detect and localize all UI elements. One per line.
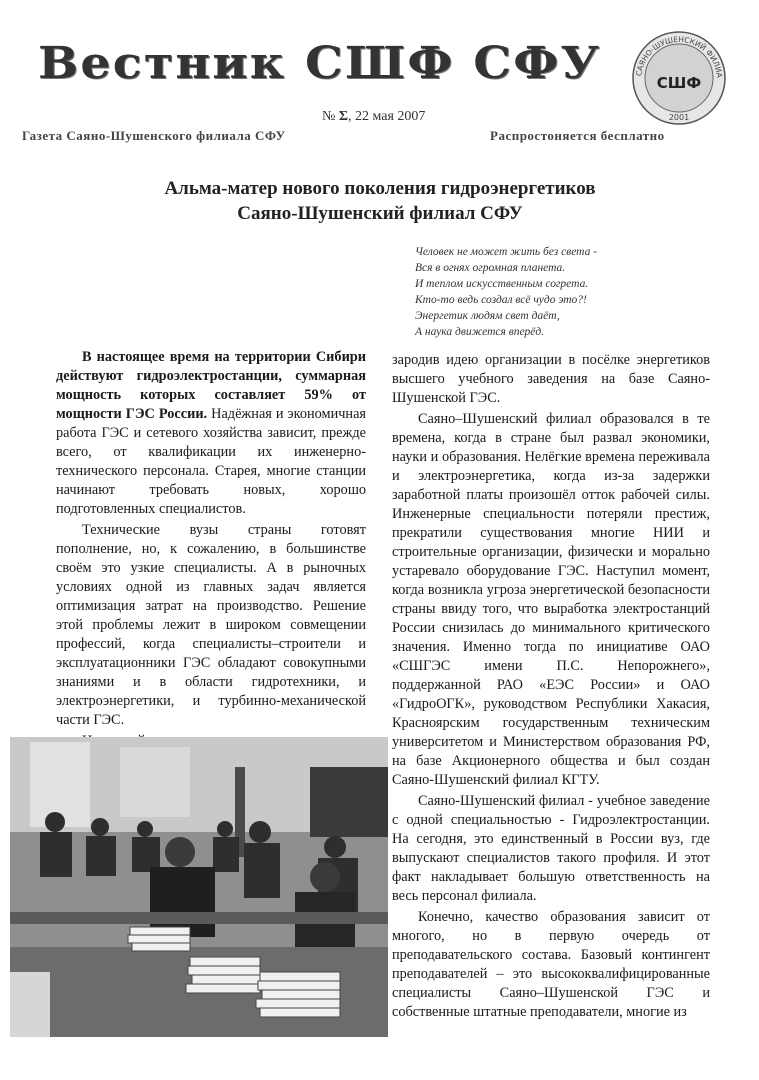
- article-paragraph: Саяно–Шушенский филиал образовался в те времена, когда в стране был развал экономики, науки и образования. Нелёгкие времена переживала и электроэнергетика, когда из-за задержки заработной платы произошёл отток рабочей силы. Инженерные специальности потеряли престиж, прекратили существования многие НИИ и строительные организации, физически и морально устаревало оборудование ГЭС. Наступил момент, когда возникла угроза энергетической безопасности страны ввиду того, что выработка электростанций России снизилась до минимального критического значения. Именно тогда по инициативе ОАО «СШГЭС имени П.С. Непорожнего», поддержанной РАО «ЕЭС России» и ОАО «ГидроОГК», руководством Республики Хакасия, Красноярским государственным техническим университетом и Министерством образования РФ, на базе Акционерного общества и был создан Саяно-Шушенский филиал КГТУ.: [392, 411, 710, 788]
- article-column-right: [392, 351, 710, 1022]
- epigraph-poem: [415, 244, 745, 340]
- article-paragraph: Конечно, качество образования зависит от многого, но в первую очередь от преподавательского состава. Базовый контингент преподавателей – это высококвалифицированные специалисты Саяно–Шушенской ГЭС и собственные штатные преподаватели, многие из: [392, 909, 710, 1020]
- article-column-left: [56, 348, 366, 770]
- poem-line: А наука движется вперёд.: [415, 326, 545, 338]
- article-lead-bold: В настоящее время на территории Сибири действуют гидроэлектростанции, суммарная мощность которых составляет 59% от мощности ГЭС России.: [56, 349, 366, 422]
- seal-year: 2001: [668, 113, 690, 122]
- poem-line: Вся в огнях огромная планета.: [415, 262, 566, 274]
- article-lead-text: Надёжная и экономичная работа ГЭС и сетевого хозяйства зависит, прежде всего, от квалификации их инженерно-технического персонала. Старея, многие станции начинают требовать новых, хорошо подготовленных специалистов.: [56, 406, 367, 517]
- article-paragraph: зародив идею организации в посёлке энергетиков высшего учебного заведения на базе Саяно-Шушенской ГЭС.: [392, 352, 710, 406]
- classroom-photo: [10, 737, 388, 1037]
- poem-line: Человек не может жить без света -: [415, 246, 598, 258]
- seal-center-text: СШФ: [656, 74, 702, 92]
- article-headline: [120, 176, 640, 226]
- issue-number-prefix: №: [322, 109, 336, 124]
- newspaper-title: Вестник СШФ СФУ: [38, 38, 602, 89]
- distribution-note: Распростоняется бесплатно: [490, 128, 665, 143]
- issue-number: Σ: [338, 109, 349, 124]
- headline-line-2: Саяно-Шушенский филиал СФУ: [237, 203, 523, 224]
- poem-line: Кто-то ведь создал всё чудо это?!: [415, 294, 587, 306]
- newspaper-subtitle: Газета Саяно-Шушенского филиала СФУ: [22, 128, 286, 143]
- issue-line: [322, 109, 425, 125]
- headline-line-1: Альма-матер нового поколения гидроэнергетиков: [164, 178, 596, 199]
- article-paragraph: Саяно-Шушенский филиал - учебное заведение с одной специальностью - Гидроэлектростанции. На сегодня, это единственный в России вуз, где выпускают специалистов такого профиля. И этот факт накладывает большую ответственность на весь персонал филиала.: [392, 793, 710, 904]
- poem-line: Энергетик людям свет даёт,: [415, 310, 560, 322]
- article-paragraph: Технические вузы страны готовят пополнение, но, к сожалению, в большинстве своём это узкие специалисты. А в рыночных условиях одной из главных задач является оптимизация затрат на производство. Решение этой проблемы лежит в широком совмещении профессий, когда специалисты–строители и эксплуатационники ГЭС обладают совокупными знаниями и в области гидротехники, и электроэнергетики, и турбинно-механической части ГЭС.: [56, 522, 366, 728]
- seal-arc-text: САЯНО-ШУШЕНСКИЙ ФИЛИА: [634, 34, 724, 79]
- branch-seal-emblem: [625, 26, 733, 126]
- article-paragraph: [56, 348, 366, 519]
- issue-date: , 22 мая 2007: [348, 109, 426, 124]
- poem-line: И теплом искусственным согрета.: [415, 278, 589, 290]
